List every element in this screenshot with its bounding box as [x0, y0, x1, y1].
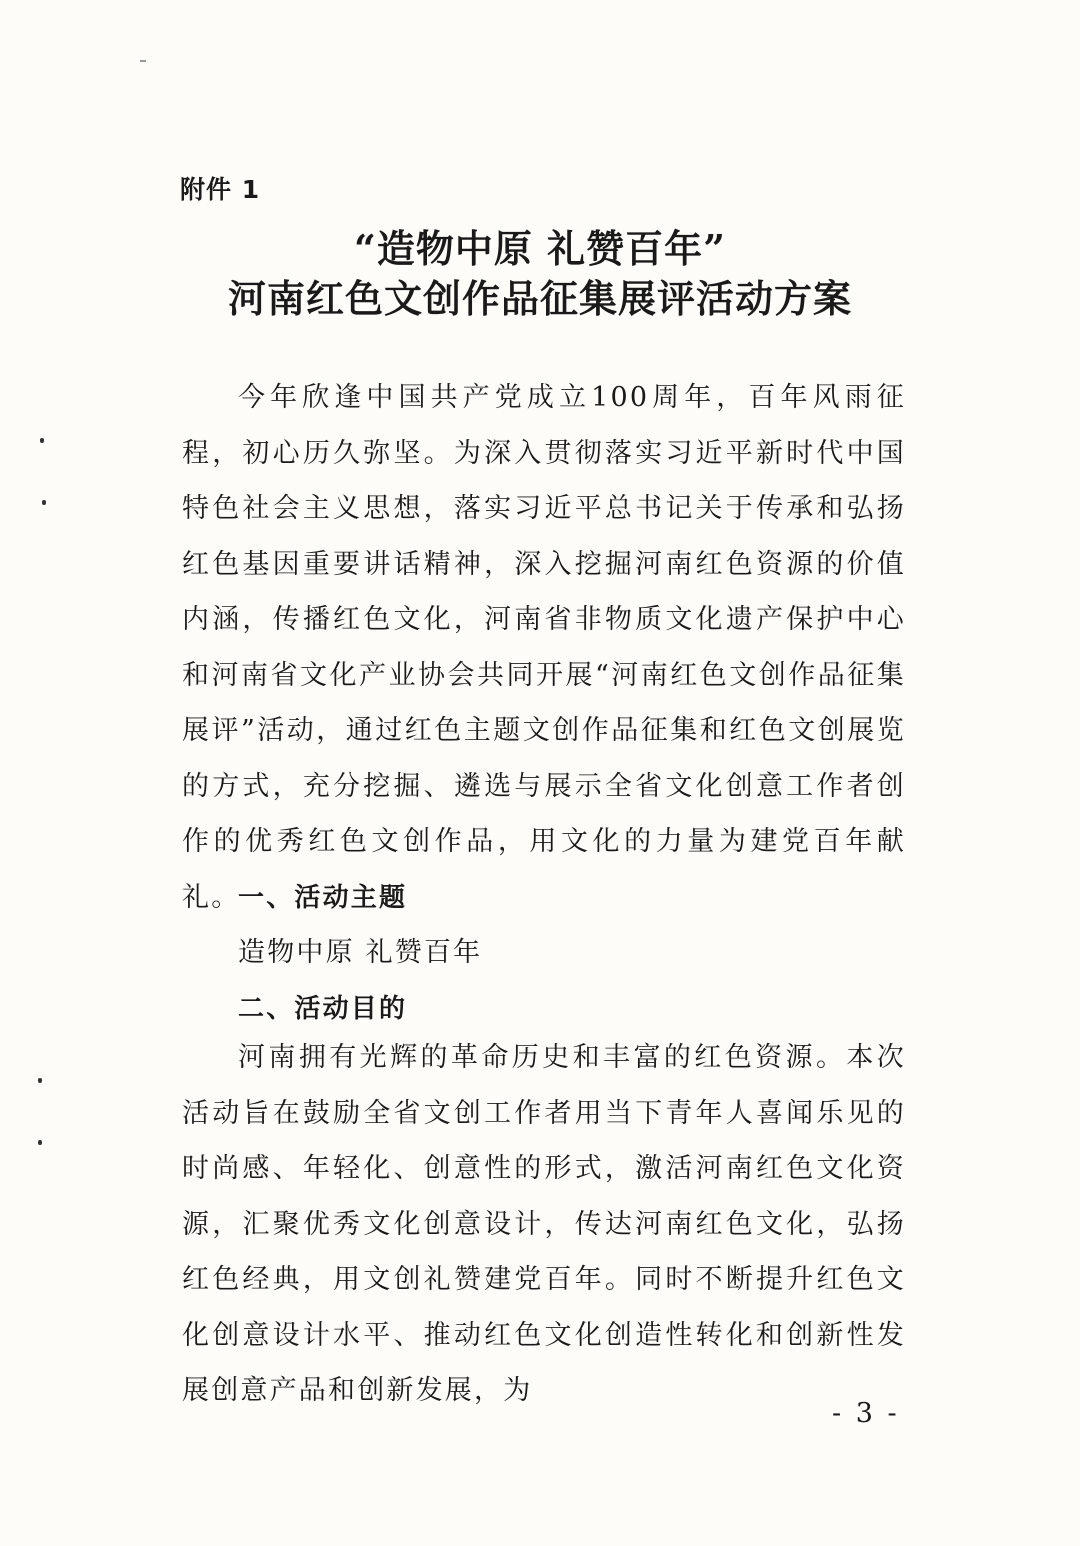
scan-dot	[40, 438, 44, 443]
section2-heading: 二、活动目的	[238, 994, 408, 1024]
section1-heading: 一、活动主题	[238, 883, 408, 913]
document-title-line2: 河南红色文创作品征集展评活动方案	[227, 276, 852, 321]
section2-paragraph: 河南拥有光辉的革命历史和丰富的红色资源。本次活动旨在鼓励全省文创工作者用当下青年人喜闻乐见的时尚感、年轻化、创意性的形式，激活河南红色文化资源，汇聚优秀文化创意设计，传达河南红色文化，弘扬红色经典，用文创礼赞建党百年。同时不断提升红色文化创意设计水平、推动红色文化创造性转化和创新性发展创意产品和创新发展，为	[182, 1042, 906, 1406]
attachment-label: 附件 1	[180, 175, 261, 204]
scan-dot	[38, 1078, 42, 1083]
section1-text: 造物中原 礼赞百年	[238, 937, 483, 968]
scan-dot	[38, 1140, 42, 1145]
page-number: - 3 -	[832, 1398, 900, 1429]
intro-paragraph: 今年欣逢中国共产党成立100周年，百年风雨征程，初心历久弥坚。为深入贯彻落实习近平新时代中国特色社会主义思想，落实习近平总书记关于传承和弘扬红色基因重要讲话精神，深入挖掘河南红色资源的价值内涵，传播红色文化，河南省非物质文化遗产保护中心和河南省文化产业协会共同开展“河南红色文创作品征集展评”活动，通过红色主题文创作品征集和红色文创展览的方式，充分挖掘、遴选与展示全省文化创意工作者创作的优秀红色文创作品，用文化的力量为建党百年献礼。	[182, 382, 906, 913]
scan-mark	[140, 60, 146, 62]
scan-dot	[42, 500, 46, 505]
document-title-line1: “造物中原 礼赞百年”	[354, 226, 726, 271]
